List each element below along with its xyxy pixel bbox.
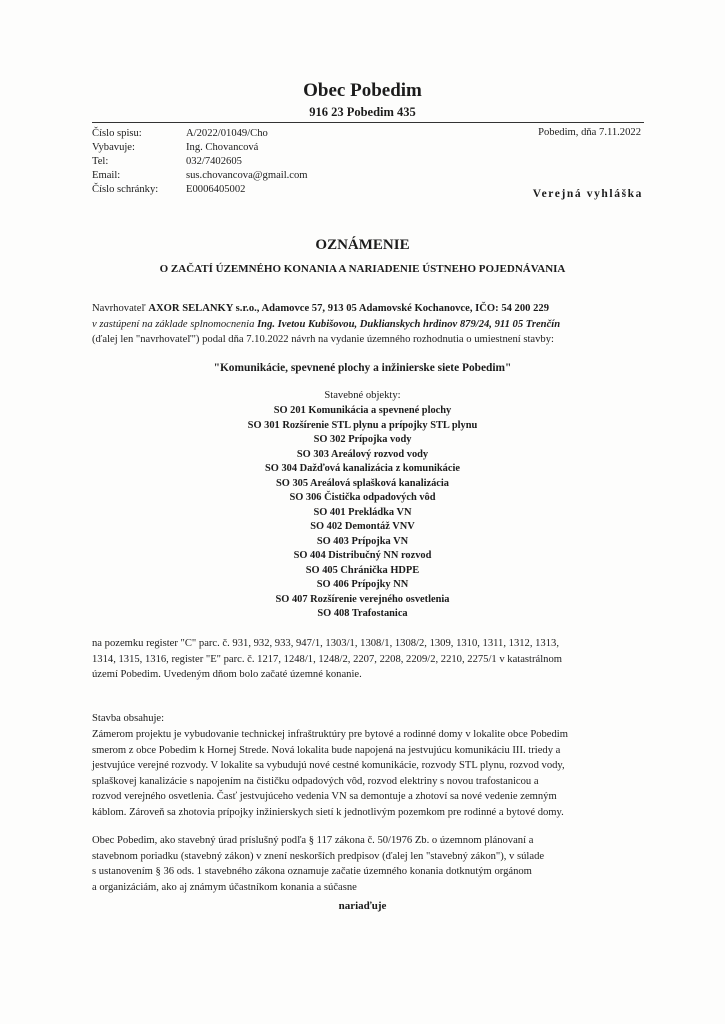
building-objects-heading: Stavebné objekty: (324, 390, 401, 401)
orders-heading: nariaďuje (338, 900, 387, 912)
proposal-line: (ďalej len "navrhovateľ") podal dňa 7.10.2022 návrh na vydanie územného rozhodnutia o umiestnení stavby: (92, 334, 554, 346)
place-and-date: Pobedim, dňa 7.11.2022 (538, 127, 641, 138)
meta-label: Číslo spisu: (92, 128, 142, 139)
text-line: Obec Pobedim, ako stavebný úrad príslušný podľa § 117 zákona č. 50/1976 Zb. o územnom plánovaní a (92, 835, 534, 846)
header-divider (92, 122, 644, 123)
meta-label: Tel: (92, 156, 109, 167)
text-line: a organizáciám, ako aj známym účastníkom konania a súčasne (92, 881, 357, 893)
text-line: splaškovej kanalizácie s napojením na čističku odpadových vôd, rozvod elektriny s novou trafostanicou a (92, 775, 539, 787)
text-line: na pozemku register "C" parc. č. 931, 932, 933, 947/1, 1303/1, 1308/1, 1308/2, 1309, 1310, 1311, 1312, 1313, (92, 638, 559, 649)
text-line: Zámerom projektu je vybudovanie technickej infraštruktúry pre bytové a rodinné domy v lokalite obce Pobedim (92, 729, 568, 740)
text-line: území Pobedim. Uvedeným dňom bolo začaté územné konanie. (92, 669, 362, 681)
text-line: káblom. Zároveň sa zhotovia prípojky inžinierskych sietí k jednotlivým pozemkom pre rodinné a bytové domy. (92, 806, 564, 818)
building-object-item: SO 302 Prípojka vody (313, 434, 412, 445)
text-line: 1314, 1315, 1316, register "E" parc. č. 1217, 1248/1, 1248/2, 2207, 2208, 2209/2, 2210, 2275/1 v katastrálnom (92, 653, 563, 665)
notice-title: OZNÁMENIE (315, 237, 410, 253)
meta-value: Ing. Chovancová (186, 142, 259, 153)
building-object-item: SO 405 Chránička HDPE (305, 564, 420, 576)
notice-subtitle: O ZAČATÍ ÚZEMNÉHO KONANIA A NARIADENIE ÚSTNEHO POJEDNÁVANIA (159, 263, 566, 275)
building-object-item: SO 306 Čistička odpadových vôd (289, 492, 436, 503)
representative-line (92, 317, 644, 333)
meta-label: Vybavuje: (92, 142, 135, 153)
text-line: rozvod verejného osvetlenia. Časť jestvujúceho vedenia VN sa demontuje a zhotoví sa nové vedenie zemným (92, 791, 557, 803)
building-object-item: SO 402 Demontáž VNV (310, 521, 415, 532)
building-object-item: SO 303 Areálový rozvod vody (296, 448, 429, 460)
applicant-prefix: Navrhovateľ (92, 303, 149, 314)
building-object-item: SO 301 Rozšírenie STL plynu a prípojky STL plynu (247, 419, 478, 431)
building-object-item: SO 201 Komunikácia a spevnené plochy (273, 405, 452, 416)
text-line: jestvujúce verejné rozvody. V lokalite sa vybudujú nové cestné komunikácie, rozvody STL plynu, rozvod vody, (92, 760, 565, 772)
representative-name: Ing. Ivetou Kubišovou, Duklianskych hrdinov 879/24, 911 05 Trenčín (257, 318, 561, 330)
public-notice-label: Verejná vyhláška (532, 188, 643, 200)
applicant-line (92, 301, 644, 317)
meta-value: 032/7402605 (186, 156, 242, 167)
text-line: stavebnom poriadku (stavebný zákon) v znení neskorších predpisov (ďalej len "stavebný zákon"), v súlade (92, 850, 545, 862)
representative-prefix: v zastúpení na základe splnomocnenia (92, 318, 258, 330)
contents-paragraph (92, 727, 644, 821)
text-line: smerom z obce Pobedim k Hornej Strede. Nová lokalita bude napojená na jestvujúcu komunikáciu III. triedy a (92, 744, 561, 756)
contents-heading: Stavba obsahuje: (92, 713, 165, 724)
building-object-item: SO 403 Prípojka VN (316, 535, 409, 547)
meta-label: Email: (92, 170, 121, 181)
municipality-address: 916 23 Pobedim 435 (309, 105, 416, 119)
meta-value: A/2022/01049/Cho (186, 128, 268, 139)
building-objects-list (0, 404, 725, 622)
meta-label: Číslo schránky: (92, 184, 159, 195)
building-object-item: SO 401 Prekládka VN (313, 506, 412, 518)
applicant-paragraph (92, 301, 644, 348)
building-object-item: SO 407 Rozšírenie verejného osvetlenia (275, 593, 450, 605)
text-line: s ustanovením § 36 ods. 1 stavebného zákona oznamuje začatie územného konania dotknutým orgánom (92, 866, 532, 878)
building-object-item: SO 408 Trafostanica (317, 608, 408, 619)
authority-paragraph (92, 833, 644, 895)
building-object-item: SO 304 Dažďová kanalizácia z komunikácie (265, 463, 460, 474)
meta-value: sus.chovancova@gmail.com (186, 170, 308, 181)
meta-value: E0006405002 (186, 184, 246, 195)
parcels-paragraph (92, 636, 644, 683)
building-object-item: SO 305 Areálová splašková kanalizácia (275, 477, 449, 489)
project-name: "Komunikácie, spevnené plochy a inžinierske siete Pobedim" (213, 362, 512, 374)
building-object-item: SO 404 Distribučný NN rozvod (293, 550, 432, 561)
municipality-title: Obec Pobedim (303, 80, 422, 101)
building-object-item: SO 406 Prípojky NN (316, 579, 409, 590)
applicant-name: AXOR SELANKY s.r.o., Adamovce 57, 913 05 Adamovské Kochanovce, IČO: 54 200 229 (148, 303, 549, 314)
